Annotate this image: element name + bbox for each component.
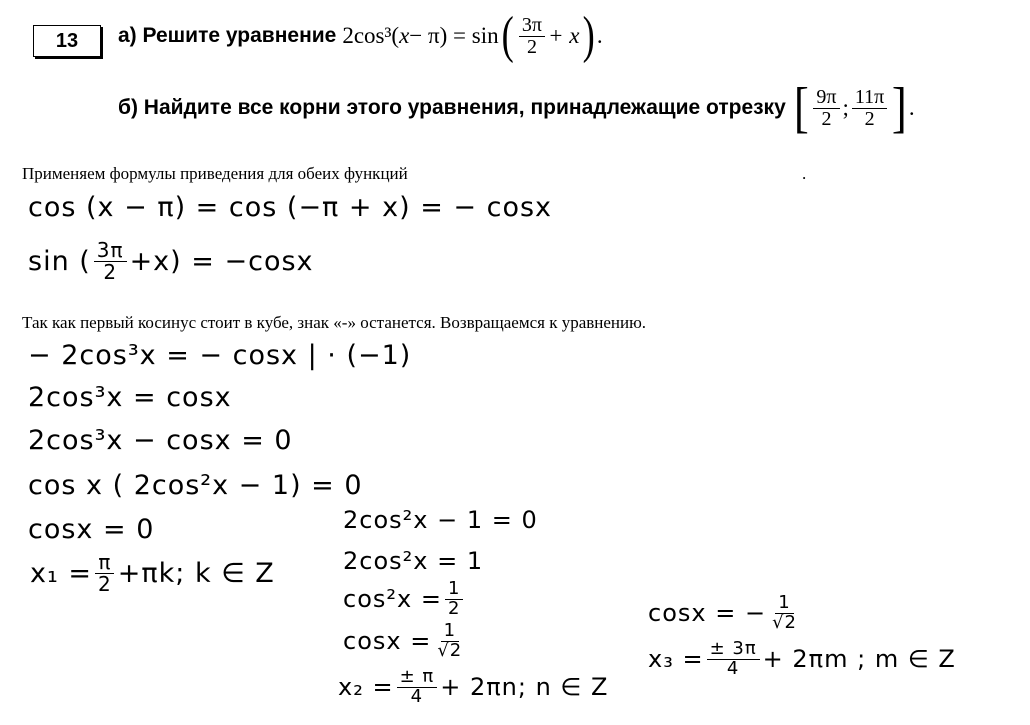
hw-r3 xyxy=(343,580,466,619)
part-a-end: . xyxy=(596,23,603,48)
r3-fraction xyxy=(445,580,463,619)
part-a-x: x xyxy=(399,23,410,48)
frac-num: 3π xyxy=(519,15,545,37)
paren-open: ( xyxy=(501,7,514,64)
bracket-open: [ xyxy=(793,77,809,139)
r4-fraction xyxy=(434,622,465,661)
hw-c1 xyxy=(648,594,803,633)
frac-num: 1 xyxy=(775,594,793,614)
frac-den: 2 xyxy=(864,107,875,130)
part-a-fraction xyxy=(519,15,545,58)
part-b-interval xyxy=(792,77,915,139)
part-a-label: а) Решите уравнение xyxy=(118,24,337,47)
x2-post: + 2πn; n ∈ Z xyxy=(440,673,609,702)
frac-den: 2 xyxy=(447,597,461,619)
sin-fraction xyxy=(94,240,127,283)
hw-step-5: cosx = 0 xyxy=(28,514,155,545)
intro-dot: . xyxy=(802,164,807,183)
frac-num: π xyxy=(95,552,114,574)
intro-text: Применяем формулы приведения для обеих функций xyxy=(22,164,408,183)
x1-pre: x₁ = xyxy=(30,558,93,589)
frac-den: 2 xyxy=(526,35,537,58)
part-b-frac1 xyxy=(813,87,839,130)
task-number-badge xyxy=(33,25,101,57)
frac-den: 4 xyxy=(726,657,740,679)
frac-den: 4 xyxy=(410,685,424,707)
frac-num: ± 3π xyxy=(707,640,760,660)
hw-r1: 2cos²x − 1 = 0 xyxy=(343,506,538,534)
hw-x1 xyxy=(30,552,275,595)
hw-reduction-sin xyxy=(28,240,314,283)
x1-post: +πk; k ∈ Z xyxy=(117,558,275,589)
x2-pre: x₂ = xyxy=(338,673,394,702)
part-b-end: . xyxy=(908,95,915,120)
frac-num: 3π xyxy=(94,240,127,262)
frac-num: 1 xyxy=(445,580,463,600)
task-number: 13 xyxy=(55,29,79,52)
hw-reduction-cos: cos (x − π) = cos (−π + x) = − cosx xyxy=(28,192,553,223)
c1-pre: cosx = − xyxy=(648,599,767,628)
part-a-equation xyxy=(342,7,603,64)
frac-den: √2 xyxy=(772,611,797,633)
task-part-b xyxy=(118,77,915,139)
x3-post: + 2πm ; m ∈ Z xyxy=(762,645,956,674)
hw-step-1: − 2cos³x = − cosx | · (−1) xyxy=(28,340,412,371)
frac-den: 2 xyxy=(821,107,832,130)
hw-step-2: 2cos³x = cosx xyxy=(28,382,232,413)
task-part-a xyxy=(118,7,603,64)
part-b-label: б) Найдите все корни этого уравнения, принадлежащие отрезку xyxy=(118,96,786,119)
r3-pre: cos²x = xyxy=(343,585,442,614)
part-a-lhs: 2cos³( xyxy=(342,23,400,48)
sin-pre: sin ( xyxy=(28,246,91,277)
r4-pre: cosx = xyxy=(343,627,432,656)
bracket-close: ] xyxy=(892,77,908,139)
frac-den: √2 xyxy=(437,639,463,661)
x3-pre: x₃ = xyxy=(648,645,704,674)
paren-close: ) xyxy=(582,7,595,64)
hw-r2: 2cos²x = 1 xyxy=(343,547,484,575)
x2-fraction xyxy=(397,668,438,707)
frac-num: 1 xyxy=(441,622,459,642)
frac-den: 2 xyxy=(103,260,118,284)
c1-fraction xyxy=(769,594,800,633)
cube-note-text: Так как первый косинус стоит в кубе, знак «-» останется. Возвращаемся к уравнению. xyxy=(22,313,647,332)
sin-post: +x) = −cosx xyxy=(129,246,314,277)
hw-step-3: 2cos³x − cosx = 0 xyxy=(28,425,293,456)
part-b-frac2 xyxy=(852,87,887,130)
part-a-minus-pi: − π) = sin xyxy=(409,23,499,48)
hw-step-4: cos x ( 2cos²x − 1) = 0 xyxy=(28,470,363,501)
frac-num: 11π xyxy=(852,87,887,109)
x3-fraction xyxy=(707,640,760,679)
interval-separator: ; xyxy=(842,95,849,120)
hw-r4 xyxy=(343,622,468,661)
frac-num: 9π xyxy=(813,87,839,109)
x1-fraction xyxy=(95,552,115,595)
hw-x3 xyxy=(648,640,956,679)
frac-den: 2 xyxy=(98,572,112,596)
frac-num: ± π xyxy=(397,668,438,688)
part-a-plus-x: + x xyxy=(548,23,580,48)
hw-x2 xyxy=(338,668,608,707)
